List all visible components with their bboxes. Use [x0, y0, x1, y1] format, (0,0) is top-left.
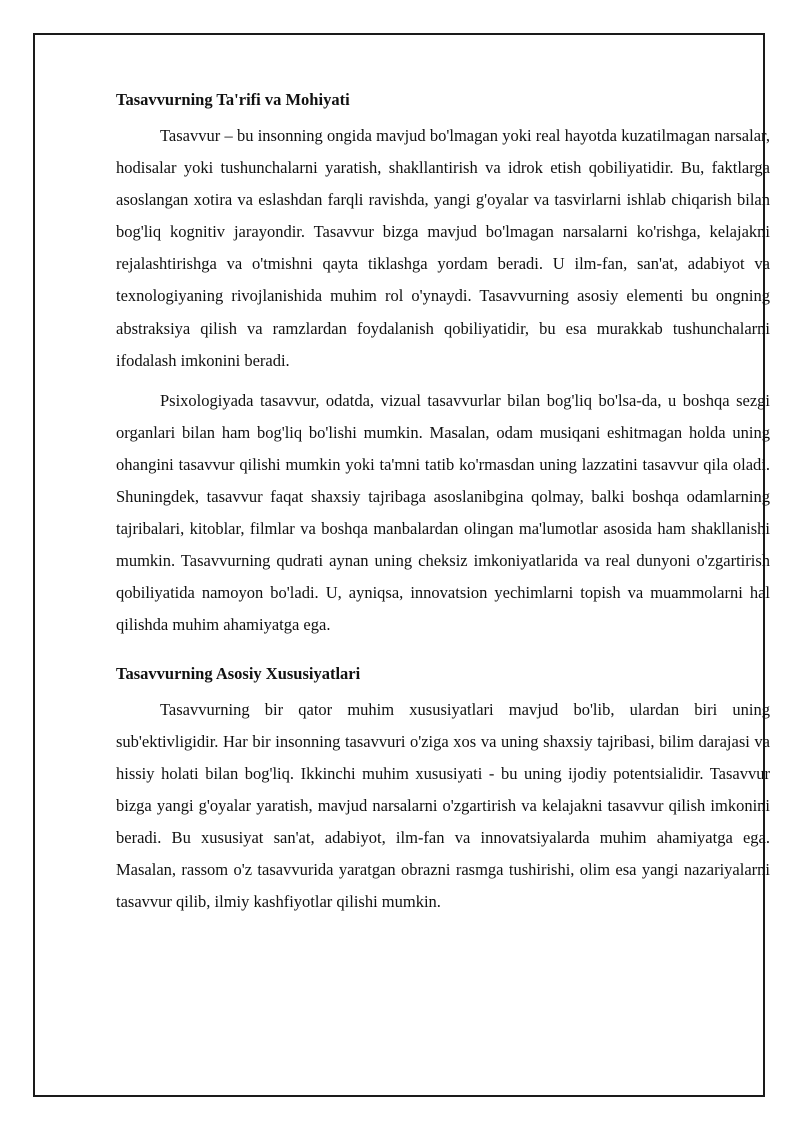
document-body — [116, 86, 770, 926]
section-properties — [116, 660, 770, 919]
section-definition — [116, 86, 770, 642]
paragraph: Tasavvur – bu insonning ongida mavjud bo'lmagan yoki real hayotda kuzatilmagan narsalar, hodisalar yoki tushunchalarni yaratish, shakllantirish va idrok etish qobiliyatidir. Bu, faktlarga asoslangan xotira va eslashdan farqli ravishda, yangi g'oyalar va tasvirlarni ishlab chiqarish bilan bog'liq kognitiv jarayondir. Tasavvur bizga mavjud bo'lmagan narsalarni ko'rishga, kelajakni rejalashtirishga va o'tmishni qayta tiklashga yordam beradi. U ilm-fan, san'at, adabiyot va texnologiyaning rivojlanishida muhim rol o'ynaydi. Tasavvurning asosiy elementi bu ongning abstraksiya qilish va ramzlardan foydalanish qobiliyatidir, bu esa murakkab tushunchalarni ifodalash imkonini beradi. — [116, 126, 770, 370]
section-heading: Tasavvurning Ta'rifi va Mohiyati — [116, 90, 350, 109]
paragraph: Tasavvurning bir qator muhim xususiyatlari mavjud bo'lib, ulardan biri uning sub'ektivligidir. Har bir insonning tasavvuri o'ziga xos va uning shaxsiy tajribasi, bilim darajasi va hissiy holati bilan bog'liq. Ikkinchi muhim xususiyati - bu uning ijodiy potentsialidir. Tasavvur bizga yangi g'oyalar yaratish, mavjud narsalarni o'zgartirish va kelajakni tasavvur qilish imkonini beradi. Bu xususiyat san'at, adabiyot, ilm-fan va innovatsiyalarda muhim ahamiyatga ega. Masalan, rassom o'z tasavvurida yaratgan obrazni rasmga tushirishi, olim esa yangi nazariyalarni tasavvur qilib, ilmiy kashfiyotlar qilishi mumkin. — [116, 699, 770, 912]
section-heading: Tasavvurning Asosiy Xususiyatlari — [116, 663, 361, 683]
paragraph: Psixologiyada tasavvur, odatda, vizual tasavvurlar bilan bog'liq bo'lsa-da, u boshqa sezgi organlari bilan ham bog'liq bo'lishi mumkin. Masalan, odam musiqani eshitmagan holda uning ohangini tasavvur qilishi mumkin yoki ta'mni tatib ko'rmasdan uning lazzatini tasavvur qila oladi. Shuningdek, tasavvur faqat shaxsiy tajribaga asoslanibgina qolmay, balki boshqa odamlarning tajribalari, kitoblar, filmlar va boshqa manbalardan olingan ma'lumotlar asosida ham shakllanishi mumkin. Tasavvurning qudrati aynan uning cheksiz imkoniyatlarida va real dunyoni o'zgartirish qobiliyatida namoyon bo'ladi. U, ayniqsa, innovatsion yechimlarni topish va muammolarni hal qilishda muhim ahamiyatga ega. — [116, 390, 770, 635]
